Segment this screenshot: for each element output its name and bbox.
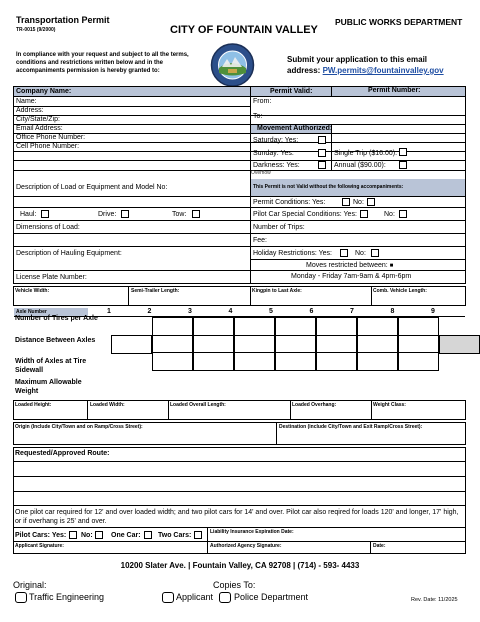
axle-cell[interactable] xyxy=(152,317,193,336)
submit-line-2: address: PW.permits@fountainvalley.gov xyxy=(287,66,444,75)
footer-address: 10200 Slater Ave. | Fountain Valley, CA 92708 | (714) - 593- 4433 xyxy=(120,561,360,570)
moves-hours-label: Monday - Friday 7am-9am & 4pm-6pm xyxy=(291,273,412,280)
axle-cell[interactable] xyxy=(152,352,193,371)
axle-number-2: 2 xyxy=(147,308,152,315)
weight-class-label: Weight Class: xyxy=(373,402,406,408)
saturday-checkbox[interactable] xyxy=(318,136,326,144)
pilot-special-yes-checkbox[interactable] xyxy=(360,210,368,218)
holiday-no-checkbox[interactable] xyxy=(371,249,379,257)
permit-conditions-no-label: No: xyxy=(353,199,364,206)
axle-cell[interactable] xyxy=(357,352,398,371)
axle-cell[interactable] xyxy=(398,352,439,371)
permit-conditions-no-checkbox[interactable] xyxy=(367,198,375,206)
authorized-signature-label: Authorized Agency Signature: xyxy=(210,543,282,549)
pilot-special-label: Pilot Car Special Conditions: Yes: xyxy=(253,211,357,218)
sunday-label: Sunday: Yes: xyxy=(253,150,294,157)
haul-label: Haul: xyxy=(20,211,37,218)
license-plate-label: License Plate Number: xyxy=(16,274,87,281)
applicant-copy-checkbox[interactable] xyxy=(162,592,174,603)
holiday-no-label: No: xyxy=(355,250,366,257)
holiday-label: Holiday Restrictions: Yes: xyxy=(253,250,332,257)
comb-length-label: Comb. Vehicle Length: xyxy=(373,288,427,294)
vehicle-width-label: Vehicle Width: xyxy=(15,288,50,294)
company-name-label: Company Name: xyxy=(16,88,72,95)
axle-cell[interactable] xyxy=(275,317,316,336)
name-label: Name: xyxy=(16,98,37,105)
axle-number-8: 8 xyxy=(390,308,395,315)
requested-route-label: Requested/Approved Route: xyxy=(15,450,110,457)
annual-label: Annual ($90.00): xyxy=(334,162,386,169)
semi-trailer-label: Semi-Trailer Length: xyxy=(131,288,180,294)
darkness-checkbox[interactable] xyxy=(318,161,326,169)
pilot-cars-label: Pilot Cars: Yes: xyxy=(15,532,67,539)
permit-valid-label: Permit Valid: xyxy=(270,88,313,95)
dimensions-label: Dimensions of Load: xyxy=(16,224,80,231)
movement-authorized-label: Movement Authorized: xyxy=(257,125,333,132)
axle-cell[interactable] xyxy=(234,317,275,336)
two-cars-checkbox[interactable] xyxy=(194,531,202,539)
office-phone-label: Office Phone Number: xyxy=(16,134,86,141)
cell-phone-label: Cell Phone Number: xyxy=(16,143,80,150)
axle-cell[interactable] xyxy=(357,317,398,336)
width-at-tire-label: Width of Axles at Tire Sidewall xyxy=(15,358,87,374)
department-name: PUBLIC WORKS DEPARTMENT xyxy=(335,17,463,27)
max-weight-label: Maximum Allowable Weight xyxy=(15,379,82,395)
applicant-copy-label: Applicant xyxy=(176,592,214,602)
tires-per-axle-label: Number of Tires per Axle xyxy=(15,315,98,322)
single-trip-checkbox[interactable] xyxy=(399,148,407,156)
city-title: CITY OF FOUNTAIN VALLEY xyxy=(170,24,318,36)
axle-cell[interactable] xyxy=(316,317,357,336)
axle-number-5: 5 xyxy=(269,308,273,315)
one-car-checkbox[interactable] xyxy=(144,531,152,539)
loaded-height-label: Loaded Height: xyxy=(15,402,52,408)
axle-number-7: 7 xyxy=(350,308,354,315)
axle-cell[interactable] xyxy=(234,352,275,371)
saturday-label: Saturday: Yes: xyxy=(253,137,299,144)
to-label: To: xyxy=(253,113,263,120)
liability-label: Liability Insurance Expiration Date: xyxy=(210,529,294,535)
holiday-yes-checkbox[interactable] xyxy=(340,249,348,257)
applicant-signature-label: Applicant Signature: xyxy=(15,543,64,549)
loaded-overall-length-label: Loaded Overall Length: xyxy=(170,402,226,408)
trips-label: Number of Trips: xyxy=(253,224,305,231)
police-department-checkbox[interactable] xyxy=(219,592,231,603)
axle-cell[interactable] xyxy=(193,352,234,371)
origin-label: Origin (Include City/Town and on Ramp/Cross Street): xyxy=(15,424,143,430)
axle-cell[interactable] xyxy=(398,317,439,336)
kingpin-label: Kingpin to Last Axle: xyxy=(252,288,302,294)
date-label: Date: xyxy=(373,543,386,549)
original-label: Original: xyxy=(13,580,47,590)
tow-label: Tow: xyxy=(172,211,187,218)
axle-cell[interactable] xyxy=(316,352,357,371)
revision-date: Rev. Date: 11/2025 xyxy=(411,597,458,603)
form-title: Transportation Permit xyxy=(16,15,110,25)
moves-restricted-label: Moves restricted between: ■ xyxy=(306,262,394,269)
loaded-overhang-label: Loaded Overhang: xyxy=(292,402,337,408)
single-trip-label: Single Trip ($16.00): xyxy=(334,150,398,157)
loaded-width-label: Loaded Width: xyxy=(90,402,125,408)
drive-label: Drive: xyxy=(98,211,117,218)
permit-conditions-yes-checkbox[interactable] xyxy=(342,198,350,206)
fee-label: Fee: xyxy=(253,237,268,244)
sunday-checkbox[interactable] xyxy=(318,149,326,157)
pilot-special-no-label: No: xyxy=(384,211,395,218)
pilot-cars-yes-checkbox[interactable] xyxy=(69,531,77,539)
intro-text: In compliance with your request and subject to all the terms, conditions and restrictions written below and in the accompaniments permission is hereby granted to: xyxy=(16,52,189,74)
city-state-zip-label: City/State/Zip: xyxy=(16,116,60,123)
axle-number-6: 6 xyxy=(309,308,314,315)
pilot-car-note: One pilot car required for 12' and over loaded width; and two pilot cars for 14' and over. Pilot car also reqired for loads 120' and longer, 17' high, or if overhang is 25' and over. xyxy=(15,509,459,525)
axle-cell[interactable] xyxy=(275,352,316,371)
axle-cell[interactable] xyxy=(111,335,152,354)
email-link[interactable]: PW.permits@fountainvalley.gov xyxy=(322,66,444,75)
traffic-engineering-label: Traffic Engineering xyxy=(29,592,105,602)
form-code: TR-0015 (9/2000) xyxy=(16,27,56,33)
hauling-equipment-label: Description of Hauling Equipment: xyxy=(16,250,122,257)
axle-number-4: 4 xyxy=(228,308,233,315)
submit-line-1: Submit your application to this email xyxy=(287,55,428,64)
police-department-label: Police Department xyxy=(234,592,309,602)
axle-cell[interactable] xyxy=(193,317,234,336)
haul-checkbox[interactable] xyxy=(41,210,49,218)
one-car-label: One Car: xyxy=(111,532,141,539)
axle-number-label: Axle Number xyxy=(16,309,47,315)
address-label: Address: xyxy=(16,107,44,114)
destination-label: Destination (include City/Town and Exit Ramp/Cross Street): xyxy=(279,424,423,430)
annual-checkbox[interactable] xyxy=(399,161,407,169)
axle-number-9: 9 xyxy=(431,308,435,315)
overflow-label: Overflow xyxy=(251,170,271,176)
email-label: Email Address: xyxy=(16,125,63,132)
permit-conditions-label: Permit Conditions: Yes: xyxy=(253,199,326,206)
axle-cell[interactable] xyxy=(439,335,480,354)
copies-to-label: Copies To: xyxy=(213,580,256,590)
axle-number-1: 1 xyxy=(107,308,111,315)
not-valid-note: This Permit is not Valid without the following accompaniments: xyxy=(253,184,404,190)
two-cars-label: Two Cars: xyxy=(158,532,192,539)
traffic-engineering-checkbox[interactable] xyxy=(15,592,27,603)
axle-number-3: 3 xyxy=(188,308,192,315)
drive-checkbox[interactable] xyxy=(121,210,129,218)
pilot-cars-no-label: No: xyxy=(81,532,93,539)
from-label: From: xyxy=(253,98,272,105)
pilot-cars-no-checkbox[interactable] xyxy=(95,531,103,539)
distance-between-label: Distance Between Axles xyxy=(15,337,96,344)
permit-number-label: Permit Number: xyxy=(368,87,421,94)
tow-checkbox[interactable] xyxy=(192,210,200,218)
description-label: Description of Load or Equipment and Model No: xyxy=(16,184,168,191)
pilot-special-no-checkbox[interactable] xyxy=(399,210,407,218)
city-seal-icon xyxy=(209,43,256,87)
darkness-label: Darkness: Yes: xyxy=(253,162,300,169)
